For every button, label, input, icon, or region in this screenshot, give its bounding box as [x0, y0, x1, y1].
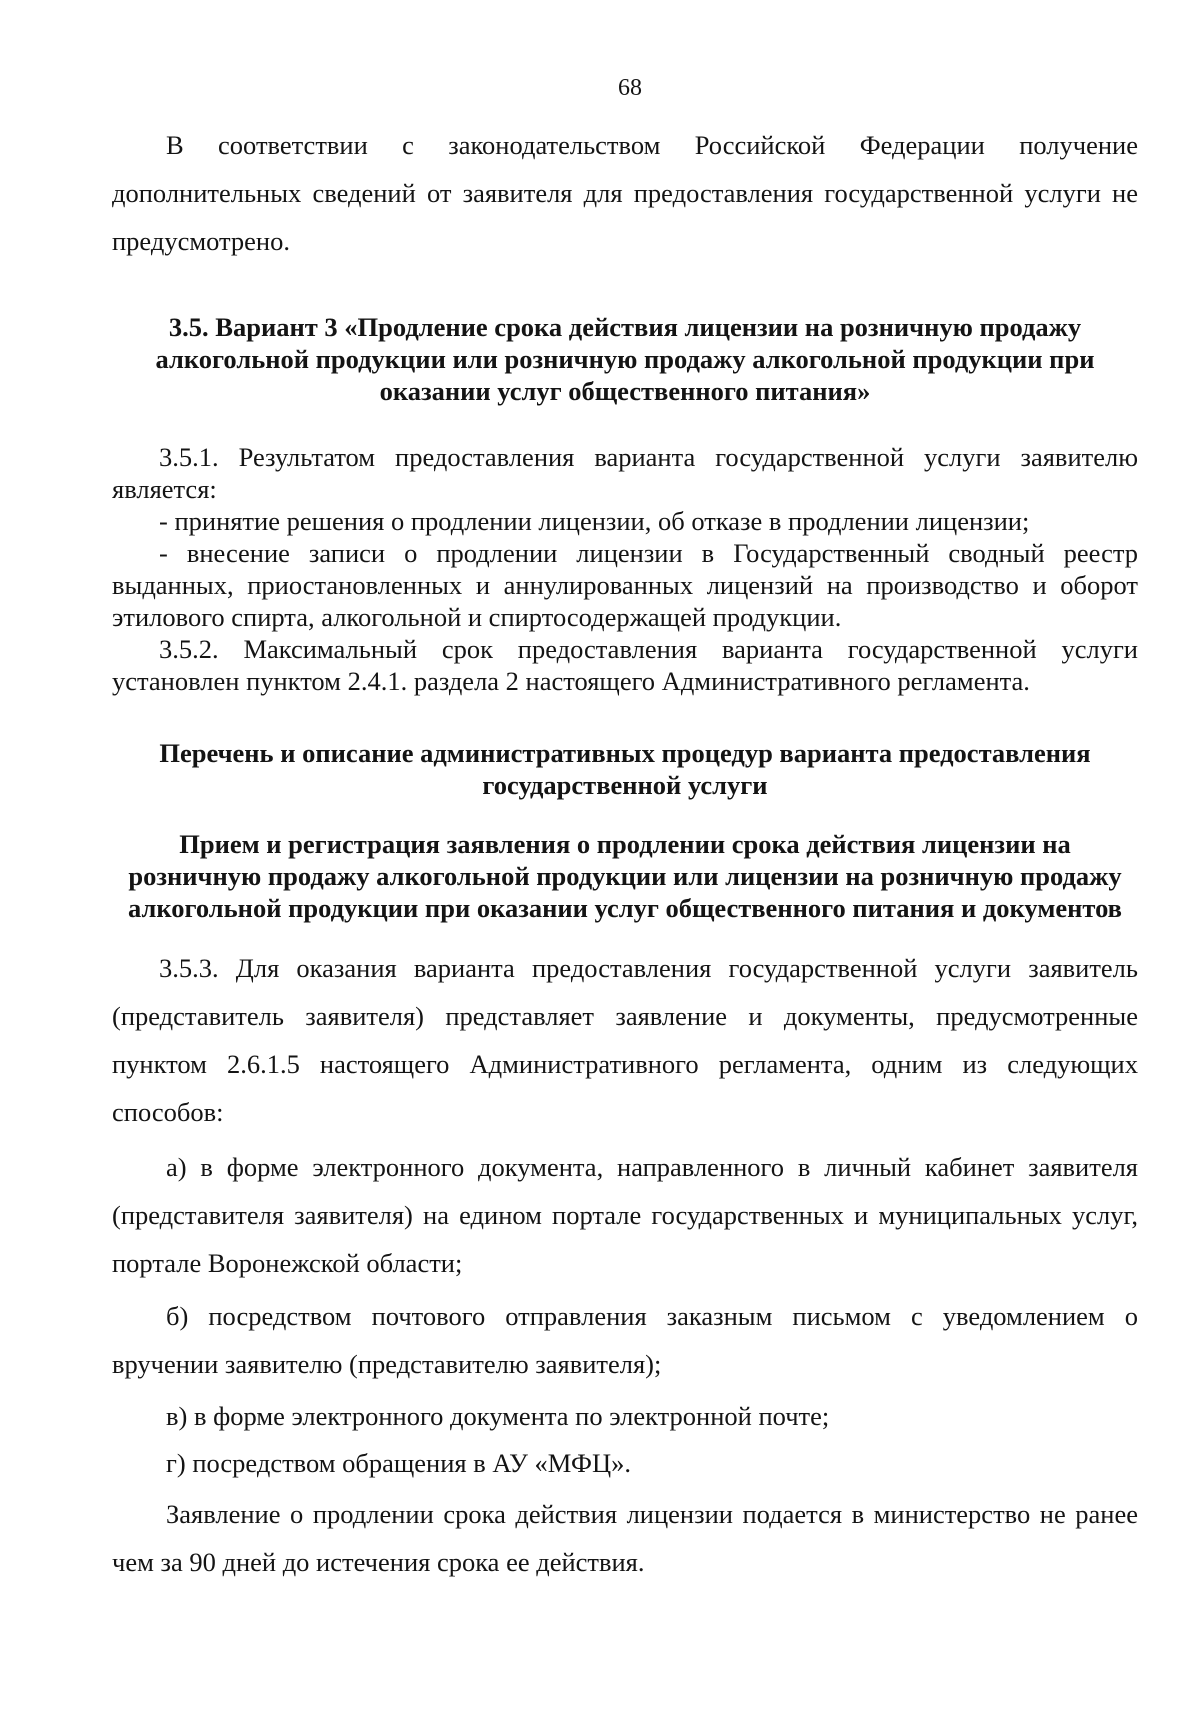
submission-intro: 3.5.3. Для оказания варианта предоставления государственной услуги заявитель (представитель заявителя) представляет заявление и документы, предусмотренные пунктом 2.6.1.5 настоящего Административного регламента, одним из следующих способов:	[112, 953, 1138, 1127]
method-a: а) в форме электронного документа, направленного в личный кабинет заявителя (представителя заявителя) на едином портале государственных и муниципальных услуг, портале Воронежской области;	[112, 1152, 1138, 1278]
result-item-1: - принятие решения о продлении лицензии, об отказе в продлении лицензии;	[159, 506, 1030, 536]
page-number: 68	[618, 75, 642, 101]
result-item-2: - внесение записи о продлении лицензии в Государственный сводный реестр выданных, приостановленных и аннулированных лицензий на производство и оборот этилового спирта, алкогольной и спиртосодержащей продукции.	[112, 538, 1138, 632]
deadline-paragraph: Заявление о продлении срока действия лицензии подается в министерство не ранее чем за 90 дней до истечения срока ее действия.	[112, 1499, 1138, 1577]
method-b: б) посредством почтового отправления заказным письмом с уведомлением о вручении заявителю (представителю заявителя);	[112, 1301, 1138, 1379]
method-g: г) посредством обращения в АУ «МФЦ».	[166, 1448, 631, 1478]
section-heading: 3.5. Вариант 3 «Продление срока действия лицензии на розничную продажу алкогольной продукции или розничную продажу алкогольной продукции при оказании услуг общественного питания»	[155, 312, 1095, 406]
max-term-paragraph: 3.5.2. Максимальный срок предоставления варианта государственной услуги установлен пунктом 2.4.1. раздела 2 настоящего Административного регламента.	[112, 634, 1138, 696]
procedures-heading: Перечень и описание административных процедур варианта предоставления государственной услуги	[159, 738, 1091, 800]
method-v: в) в форме электронного документа по электронной почте;	[166, 1401, 830, 1431]
result-intro: 3.5.1. Результатом предоставления варианта государственной услуги заявителю является:	[112, 442, 1138, 504]
reception-heading: Прием и регистрация заявления о продлении срока действия лицензии на розничную продажу алкогольной продукции или лицензии на розничную продажу алкогольной продукции при оказании услуг общественного питания и документов	[128, 829, 1122, 923]
intro-paragraph: В соответствии с законодательством Российской Федерации получение дополнительных сведений от заявителя для предоставления государственной услуги не предусмотрено.	[112, 130, 1138, 256]
